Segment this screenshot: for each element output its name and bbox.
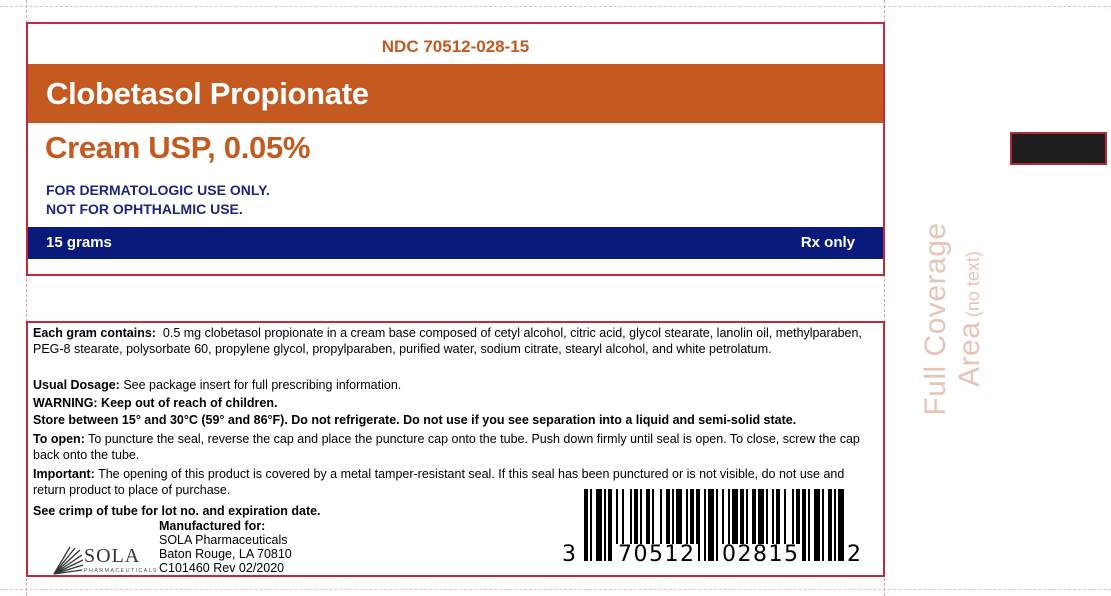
sola-logo [50,544,158,580]
upc-barcode [562,489,862,565]
barcode-bar [822,489,824,561]
coverage-area-word: Area [953,321,986,387]
to-open-heading: To open: [33,432,85,446]
barcode-bar [834,489,836,561]
barcode-bar [828,489,832,561]
warning-line: WARNING: Keep out of reach of children. [33,396,278,410]
barcode-bar [584,489,588,561]
ingredients-heading: Each gram contains: [33,326,156,340]
to-open-text: To puncture the seal, reverse the cap and place the puncture cap onto the tube. Push down firmly until seal is open. To close, screw the cap back onto the tube. [33,432,860,462]
drug-name-band [28,64,883,123]
barcode-bar [708,489,714,561]
barcode-bar [704,489,706,561]
coverage-line-1: Full Coverage [919,222,952,416]
manufacturer-address: Baton Rouge, LA 70810 [159,547,292,561]
bottom-trim-guide [0,589,1111,590]
barcode-bar [716,489,718,561]
color-swatch [1010,132,1107,165]
dermatologic-use-line: FOR DERMATOLOGIC USE ONLY. [46,182,270,198]
manufacturer-name: SOLA Pharmaceuticals [159,533,288,547]
important-heading: Important: [33,467,95,481]
full-coverage-note [919,214,987,424]
barcode-bar [596,489,602,561]
coverage-line-2 [953,214,987,424]
barcode-group-2: 02815 [722,542,800,567]
barcode-bar [838,489,844,561]
dosage-paragraph [33,377,875,393]
barcode-bar [590,489,592,561]
ndc-number: NDC 70512-028-15 [381,37,530,56]
rx-only-label: Rx only [800,234,855,251]
manufacturer-heading: Manufactured for: [159,519,266,533]
barcode-check-digit: 2 [847,542,861,567]
drug-name: Clobetasol Propionate [46,76,369,111]
ingredients-text: 0.5 mg clobetasol propionate in a cream base composed of cetyl alcohol, citric acid, glycol stearate, lanolin oil, methylparaben, PEG-8 stearate, polysorbate 60, propylene glycol, propylparaben, purified water, sodium citrate, stearyl alcohol, and white petrolatum. [33,326,862,356]
to-open-paragraph [33,431,875,463]
coverage-no-text: (no text) [963,251,983,318]
logo-wordmark: SOLA [84,545,141,567]
barcode-bar [808,489,810,561]
quantity-label: 15 grams [46,234,112,251]
back-label-panel [26,321,885,577]
drug-strength: Cream USP, 0.05% [45,130,311,165]
dosage-text: See package insert for full prescribing information. [123,378,402,392]
barcode-bar [802,489,806,561]
crimp-note: See crimp of tube for lot no. and expiration date. [33,504,321,518]
top-trim-guide [0,6,1111,7]
important-text: The opening of this product is covered by a metal tamper-resistant seal. If this seal has been punctured or is not visible, do not use and return product to place of purchase. [33,467,845,497]
dosage-heading: Usual Dosage: [33,378,120,392]
barcode-bar [604,489,606,561]
barcode-bar [608,489,612,561]
storage-line: Store between 15° and 30°C (59° and 86°F). Do not refrigerate. Do not use if you see separation into a liquid and semi-solid state. [33,413,797,427]
ophthalmic-warning-line: NOT FOR OPHTHALMIC USE. [46,201,243,217]
barcode-group-1: 70512 [618,542,696,567]
barcode-bars [562,489,862,565]
logo-subtitle: PHARMACEUTICALS [84,568,158,574]
barcode-bar [814,489,820,561]
ingredients-paragraph [33,325,875,357]
label-revision: C101460 Rev 02/2020 [159,561,285,575]
barcode-lead-digit: 3 [562,542,576,567]
front-label-panel [26,22,885,276]
manufacturer-block [159,519,292,575]
quantity-band [28,227,883,259]
sola-sunburst-icon [50,544,84,578]
